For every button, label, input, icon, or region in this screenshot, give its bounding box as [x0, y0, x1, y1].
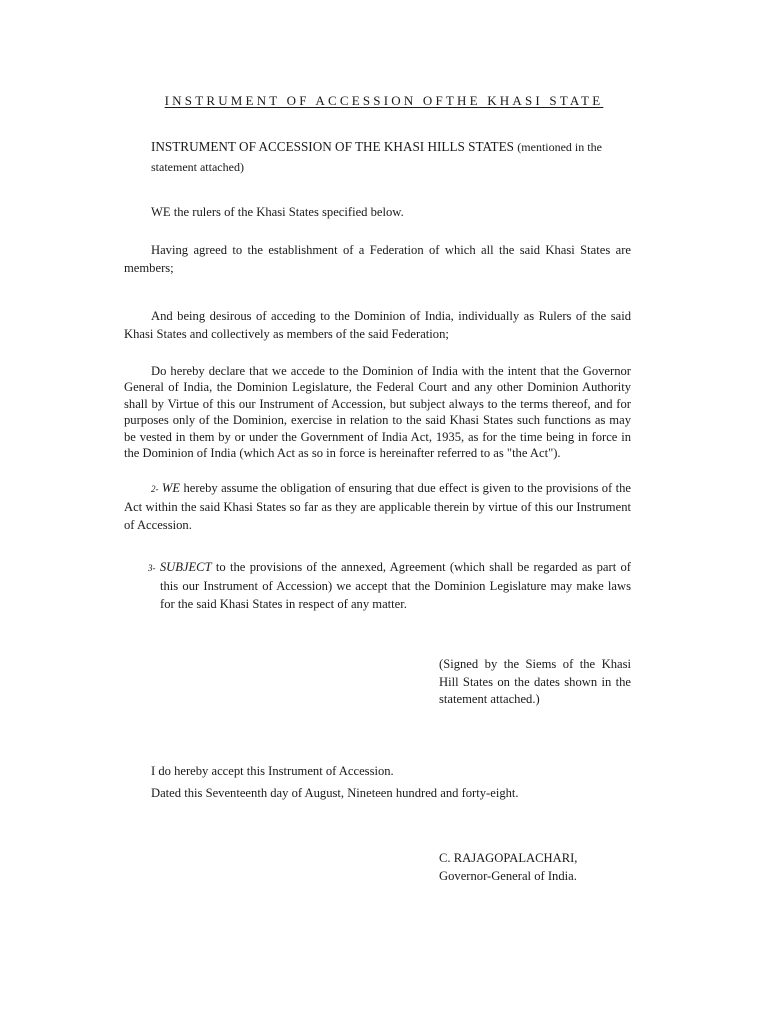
paragraph-being-desirous: And being desirous of acceding to the Dominion of India, individually as Rulers of the said Khasi States and collectively as members of the said Federation; — [124, 309, 631, 341]
clause-2-number: 2- — [151, 484, 159, 494]
clause-2-lead: WE — [161, 481, 181, 495]
paragraph-do-hereby: Do hereby declare that we accede to the Dominion of India with the intent that the Governor General of India, the Dominion Legislature, the Federal Court and any other Dominion Authority shall by Virtue of this our Instrument of Accession, but subject always to the terms thereof, and for purposes only of the Dominion, exercise in relation to the said Khasi States such functions as may be vested in them by or under the Government of India Act, 1935, as for the time being in force in the Dominion of India (which Act as so in force is hereinafter referred to as "the Act"). — [124, 364, 631, 461]
heading-block — [151, 138, 631, 176]
paragraph-having-agreed: Having agreed to the establishment of a Federation of which all the said Khasi States are members; — [124, 243, 631, 275]
signatory-title: Governor-General of India. — [439, 869, 577, 883]
document-title: INSTRUMENT OF ACCESSION OFTHE KHASI STATE — [164, 93, 604, 108]
clause-3 — [148, 558, 631, 613]
acceptance-line: I do hereby accept this Instrument of Accession. — [151, 764, 394, 778]
clause-2-text: hereby assume the obligation of ensuring that due effect is given to the provisions of the Act within the said Khasi States so far as they are applicable therein by virtue of this our Instrument of Accession. — [124, 481, 631, 532]
paragraph-we-rulers: WE the rulers of the Khasi States specified below. — [151, 205, 404, 219]
clause-3-number: 3- — [148, 563, 156, 573]
heading-main: INSTRUMENT OF ACCESSION OF THE KHASI HILLS STATES — [151, 139, 514, 154]
dated-line: Dated this Seventeenth day of August, Nineteen hundred and forty-eight. — [151, 786, 519, 800]
clause-3-lead: SUBJECT — [159, 560, 212, 574]
clause-3-text: to the provisions of the annexed, Agreement (which shall be regarded as part of this our Instrument of Accession) we accept that the Dominion Legislature may make laws for the said Khasi States in respect of any matter. — [160, 560, 631, 611]
heading-paren-line1: (mentioned in the — [517, 140, 602, 154]
signatory-name: C. RAJAGOPALACHARI, — [439, 851, 578, 865]
heading-paren-line2: statement attached) — [151, 159, 244, 174]
signed-note: (Signed by the Siems of the Khasi Hill States on the dates shown in the statement attached.) — [439, 657, 631, 706]
clause-2 — [124, 479, 631, 534]
